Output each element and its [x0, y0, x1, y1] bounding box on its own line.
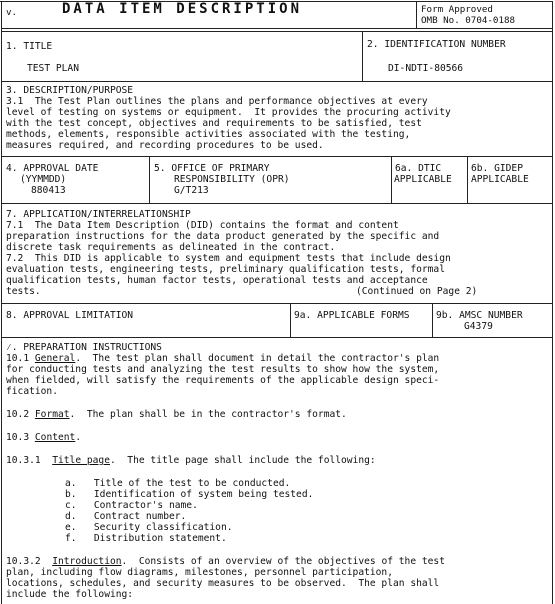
list-item	[65, 533, 227, 544]
description-line: measures required, and recording procedures to be used.	[6, 140, 324, 151]
continued-note: (Continued on Page 2)	[356, 286, 478, 297]
applicable-forms-label: 9a. APPLICABLE FORMS	[294, 310, 410, 321]
approval-date-format: (YYMMDD)	[20, 174, 67, 185]
amsc-number-value: G4379	[464, 321, 493, 332]
application-line: evaluation tests, engineering tests, preliminary qualification tests, formal	[6, 264, 445, 275]
para-10-2-text: . The plan shall be in the contractor's format.	[69, 409, 347, 420]
description-label: 3. DESCRIPTION/PURPOSE	[6, 85, 134, 96]
para-10-3-2	[6, 556, 445, 567]
preparation-heading: ⁄. PREPARATION INSTRUCTIONS	[6, 342, 162, 353]
list-item	[65, 522, 233, 533]
gidep-label-line2: APPLICABLE	[471, 174, 529, 185]
application-label: 7. APPLICATION/INTERRELATIONSHIP	[6, 209, 191, 220]
amsc-number-label: 9b. AMSC NUMBER	[436, 310, 523, 321]
list-item	[65, 511, 186, 522]
para-10-3-2-line: include the following:	[6, 589, 134, 600]
list-item-text: Contract number.	[93, 511, 187, 522]
list-item-letter: b.	[65, 489, 77, 500]
para-10-2	[6, 409, 347, 420]
opr-label-line2: RESPONSIBILITY (OPR)	[174, 174, 290, 185]
para-10-3-2-line: plan, including flow diagrams, milestones, personnel participation,	[6, 567, 393, 578]
rule-after-block4	[1, 203, 553, 204]
form-title: DATA ITEM DESCRIPTION	[62, 1, 303, 17]
rule-header-split	[416, 1, 417, 28]
corner-mark: v.	[6, 7, 18, 18]
dtic-label: 6a. DTIC	[395, 163, 442, 174]
title-label: 1. TITLE	[6, 41, 53, 52]
application-line: preparation instructions for the data product generated by the specific and	[6, 231, 440, 242]
para-10-1	[6, 353, 439, 364]
para-10-3-1	[6, 455, 376, 466]
description-line: level of testing on systems or equipment. It provides the procuring activity	[6, 107, 451, 118]
rule-block4-split	[149, 156, 150, 203]
description-line: methods, elements, responsible activities associated with the testing,	[6, 129, 411, 140]
application-line: discrete task requirements as delineated in the contract.	[6, 242, 336, 253]
omb-number: OMB No. 0704-0188	[421, 15, 516, 26]
para-10-1-line: fication.	[6, 386, 58, 397]
list-item	[65, 500, 198, 511]
rule-block9-split	[432, 303, 433, 337]
para-10-3-title: Content	[34, 432, 76, 443]
para-10-1-first-line: . The test plan shall document in detail the contractor's plan	[75, 353, 440, 364]
rule-block5-split	[391, 156, 392, 203]
para-10-2-number: 10.2	[6, 409, 30, 420]
dtic-label-line2: APPLICABLE	[394, 174, 452, 185]
identification-number-label: 2. IDENTIFICATION NUMBER	[367, 39, 506, 50]
list-item-text: Identification of system being tested.	[93, 489, 314, 500]
para-10-1-number: 10.1	[6, 353, 30, 364]
list-item	[65, 478, 290, 489]
application-line: qualification tests, human factor tests, operational tests and acceptance	[6, 275, 428, 286]
rule-after-block1	[1, 81, 553, 82]
identification-number-value: DI-NDTI-80566	[388, 63, 464, 74]
form-approved-label: Form Approved	[421, 4, 493, 15]
application-line: 7.1 The Data Item Description (DID) contains the format and content	[6, 220, 399, 231]
description-line: 3.1 The Test Plan outlines the plans and performance objectives at every	[6, 96, 428, 107]
list-item-letter: e.	[65, 522, 77, 533]
list-item-letter: f.	[65, 533, 77, 544]
approval-date-label: 4. APPROVAL DATE	[6, 163, 99, 174]
para-10-3-1-text: . The title page shall include the following:	[109, 455, 376, 466]
list-item-letter: c.	[65, 500, 77, 511]
para-10-3-2-title: Introduction	[52, 556, 122, 567]
para-10-3-1-number: 10.3.1	[6, 455, 41, 466]
list-item-text: Distribution statement.	[93, 533, 227, 544]
rule-after-block8	[1, 337, 553, 338]
list-item-text: Contractor's name.	[93, 500, 198, 511]
approval-limitation-label: 8. APPROVAL LIMITATION	[6, 310, 134, 321]
para-10-2-title: Format	[34, 409, 70, 420]
para-10-3-2-line: locations, schedules, and security measures to be observed. The plan shall	[6, 578, 440, 589]
list-item-letter: d.	[65, 511, 77, 522]
opr-value: G/T213	[174, 185, 209, 196]
para-10-3-number: 10.3	[6, 432, 30, 443]
para-10-3	[6, 432, 81, 443]
rule-header-bottom	[1, 28, 553, 29]
para-10-3-text: .	[75, 432, 82, 443]
para-10-1-line: when fielded, will satisfy the requirements of the applicable design speci-	[6, 375, 440, 386]
list-item-text: Title of the test to be conducted.	[93, 478, 291, 489]
rule-header-bottom-double	[1, 31, 553, 32]
rule-block8-split	[290, 303, 291, 337]
rule-after-block3	[1, 156, 553, 157]
para-10-3-2-number: 10.3.2	[6, 556, 41, 567]
rule-block1-split	[362, 31, 363, 81]
rule-after-block7	[1, 303, 553, 304]
approval-date-value: 880413	[31, 185, 66, 196]
application-line: tests.	[6, 286, 41, 297]
list-item-letter: a.	[65, 478, 77, 489]
title-value: TEST PLAN	[27, 63, 79, 74]
para-10-3-1-title: Title page	[52, 455, 110, 466]
para-10-1-title: General	[34, 353, 76, 364]
application-line: 7.2 This DID is applicable to system and equipment tests that include design	[6, 253, 451, 264]
rule-block6-split	[467, 156, 468, 203]
description-line: with the test concept, objectives and requirements to be satisfied, test	[6, 118, 422, 129]
para-10-1-line: for conducting tests and analyzing the test results to show how the system,	[6, 364, 440, 375]
list-item	[65, 489, 313, 500]
opr-label: 5. OFFICE OF PRIMARY	[154, 163, 270, 174]
gidep-label: 6b. GIDEP	[471, 163, 523, 174]
list-item-text: Security classification.	[93, 522, 233, 533]
para-10-3-2-first-line: . Consists of an overview of the objectives of the test	[121, 556, 445, 567]
